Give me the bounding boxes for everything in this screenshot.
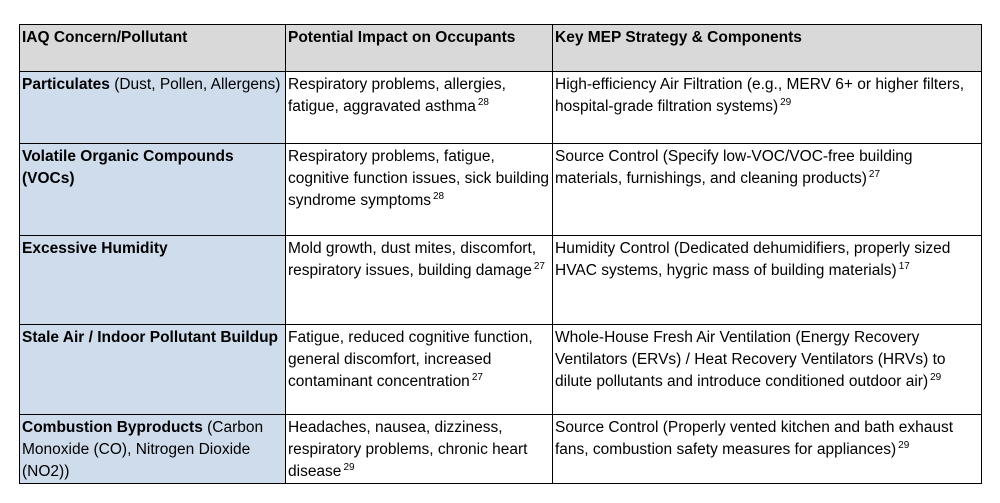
table-row: [20, 72, 982, 144]
concern-detail: (Dust, Pollen, Allergens): [109, 76, 281, 93]
impact-reference: 29: [343, 461, 355, 473]
strategy-cell: [553, 72, 982, 144]
strategy-text: High-efficiency Air Filtration (e.g., MERV 6+ or higher filters, hospital-grade filtration systems): [555, 76, 965, 115]
table-row: [20, 325, 982, 415]
strategy-text: Whole-House Fresh Air Ventilation (Energy Recovery Ventilators (ERVs) / Heat Recovery Ventilators (HRVs) to dilute pollutants and introduce conditioned outdoor air): [555, 329, 946, 390]
strategy-cell: [553, 144, 982, 236]
concern-cell: [20, 325, 286, 415]
impact-cell: [286, 144, 553, 236]
concern-detail: (Carbon Monoxide (CO), Nitrogen Dioxide (NO2)): [22, 419, 264, 480]
strategy-reference: 29: [780, 96, 792, 108]
table-row: [20, 415, 982, 484]
iaq-table-container: [19, 24, 982, 484]
iaq-table: [19, 24, 982, 484]
impact-text: Headaches, nausea, dizziness, respiratory problems, chronic heart disease: [288, 419, 528, 480]
concern-cell: [20, 144, 286, 236]
concern-name: Combustion Byproducts: [22, 419, 203, 436]
strategy-text: Source Control (Properly vented kitchen and bath exhaust fans, combustion safety measures for appliances): [555, 419, 954, 458]
concern-cell: [20, 72, 286, 144]
table-row: [20, 236, 982, 325]
impact-cell: [286, 72, 553, 144]
concern-cell: [20, 415, 286, 484]
concern-name: Stale Air / Indoor Pollutant Buildup: [22, 329, 279, 346]
impact-text: Respiratory problems, allergies, fatigue, aggravated asthma: [288, 76, 506, 115]
header-impact: Potential Impact on Occupants: [286, 25, 553, 72]
impact-reference: 28: [432, 190, 445, 202]
strategy-text: Humidity Control (Dedicated dehumidifiers, properly sized HVAC systems, hygric mass of building materials): [555, 240, 951, 279]
impact-cell: [286, 325, 553, 415]
concern-cell: [20, 236, 286, 325]
strategy-cell: [553, 325, 982, 415]
strategy-reference: 29: [898, 439, 910, 451]
concern-name: Excessive Humidity: [22, 240, 168, 257]
impact-text: Mold growth, dust mites, discomfort, respiratory issues, building damage: [288, 240, 537, 279]
strategy-reference: 17: [898, 260, 910, 272]
impact-cell: [286, 415, 553, 484]
strategy-reference: 29: [930, 371, 942, 383]
table-row: [20, 144, 982, 236]
strategy-cell: [553, 415, 982, 484]
strategy-reference: 27: [868, 168, 881, 180]
table-header-row: [20, 25, 982, 72]
concern-name: Volatile Organic Compounds (VOCs): [22, 148, 234, 187]
impact-cell: [286, 236, 553, 325]
impact-reference: 27: [471, 371, 483, 383]
header-concern: IAQ Concern/Pollutant: [20, 25, 286, 72]
impact-reference: 28: [477, 96, 489, 108]
impact-text: Fatigue, reduced cognitive function, general discomfort, increased contaminant concentration: [288, 329, 533, 390]
impact-text: Respiratory problems, fatigue, cognitive function issues, sick building syndrome symptoms: [288, 148, 550, 209]
impact-reference: 27: [533, 260, 545, 272]
strategy-text: Source Control (Specify low-VOC/VOC-free building materials, furnishings, and cleaning products): [555, 148, 913, 187]
strategy-cell: [553, 236, 982, 325]
concern-name: Particulates: [22, 76, 110, 93]
header-strategy: Key MEP Strategy & Components: [553, 25, 982, 72]
